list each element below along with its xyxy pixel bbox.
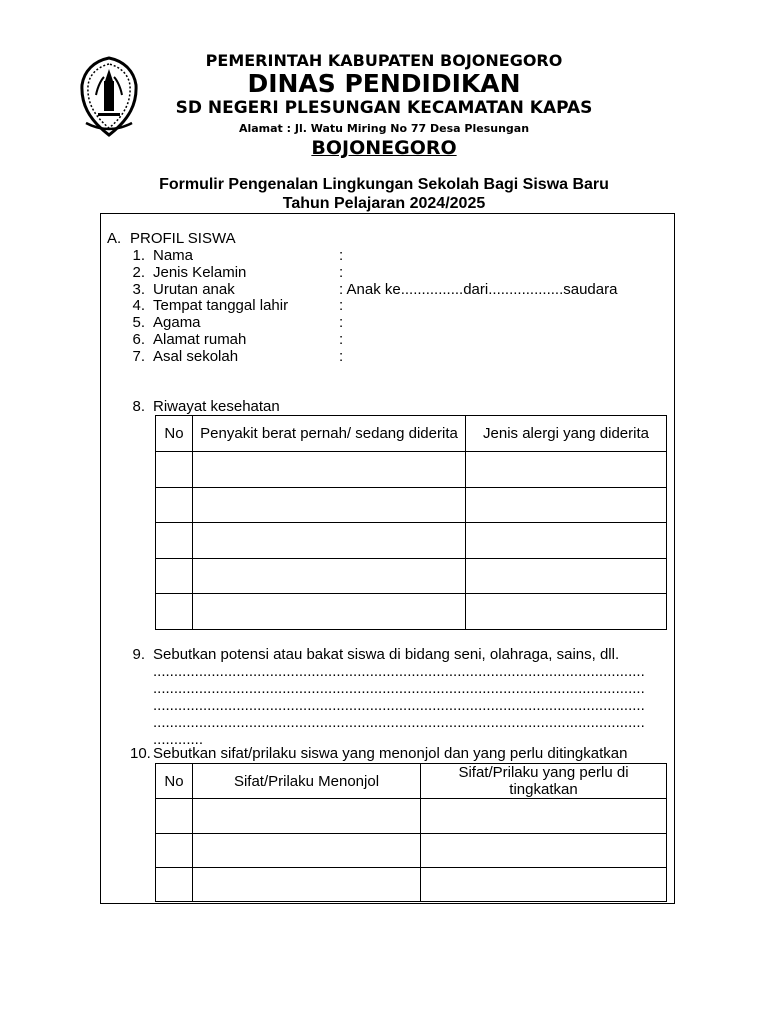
profile-field-value[interactable]: : xyxy=(339,247,344,264)
table-row xyxy=(156,523,667,559)
table-row xyxy=(156,594,667,630)
table-cell[interactable] xyxy=(466,488,667,523)
table-cell[interactable] xyxy=(466,523,667,559)
table-cell[interactable] xyxy=(421,834,667,868)
item-9-number: 9. xyxy=(132,646,145,663)
table-cell[interactable] xyxy=(466,452,667,488)
table-cell[interactable] xyxy=(193,799,421,834)
behavior-table xyxy=(155,763,667,902)
form-title: Formulir Pengenalan Lingkungan Sekolah Bagi Siswa Baru xyxy=(159,176,609,193)
section-a-title: PROFIL SISWA xyxy=(130,230,236,247)
table-cell[interactable] xyxy=(193,834,421,868)
profile-field-number: 4. xyxy=(132,297,145,314)
table-cell[interactable] xyxy=(156,799,193,834)
table-cell[interactable] xyxy=(193,594,466,630)
table-cell[interactable] xyxy=(466,559,667,594)
health-col-no: No xyxy=(156,416,193,452)
profile-field-value[interactable]: : xyxy=(339,348,344,365)
table-row xyxy=(156,834,667,868)
profile-field-label: Nama xyxy=(153,247,194,264)
profile-field-value[interactable]: : xyxy=(339,264,344,281)
answer-dotted-line[interactable]: ...................................................................................................................... xyxy=(153,697,645,714)
table-row xyxy=(156,868,667,902)
health-col-disease: Penyakit berat pernah/ sedang diderita xyxy=(193,416,466,452)
table-cell[interactable] xyxy=(421,799,667,834)
regency-emblem-logo xyxy=(76,55,142,139)
table-cell[interactable] xyxy=(193,523,466,559)
academic-year: Tahun Pelajaran 2024/2025 xyxy=(282,195,486,212)
table-cell[interactable] xyxy=(193,868,421,902)
profile-field-number: 7. xyxy=(132,348,145,365)
table-cell[interactable] xyxy=(156,523,193,559)
behavior-col-improve: Sifat/Prilaku yang perlu di tingkatkan xyxy=(421,764,667,799)
profile-field-label: Alamat rumah xyxy=(153,331,247,348)
table-cell[interactable] xyxy=(156,488,193,523)
table-cell[interactable] xyxy=(193,488,466,523)
health-col-allergy: Jenis alergi yang diderita xyxy=(466,416,667,452)
table-cell[interactable] xyxy=(466,594,667,630)
behavior-table-header xyxy=(156,764,667,799)
profile-field-number: 6. xyxy=(132,331,145,348)
table-row xyxy=(156,799,667,834)
profile-field-number: 3. xyxy=(132,281,145,298)
profile-field-label: Asal sekolah xyxy=(153,348,239,365)
behavior-question: Sebutkan sifat/prilaku siswa yang menonjol dan yang perlu ditingkatkan xyxy=(153,745,628,762)
profile-field-value[interactable]: : xyxy=(339,331,344,348)
answer-dotted-line[interactable]: ...................................................................................................................... xyxy=(153,680,645,697)
profile-field-label: Tempat tanggal lahir xyxy=(153,297,289,314)
answer-dotted-line[interactable]: ...................................................................................................................... xyxy=(153,714,645,731)
section-a-marker: A. xyxy=(107,230,122,247)
behavior-col-prominent: Sifat/Prilaku Menonjol xyxy=(193,764,421,799)
table-cell[interactable] xyxy=(193,559,466,594)
table-row xyxy=(156,452,667,488)
agency-name: DINAS PENDIDIKAN xyxy=(247,69,521,98)
profile-field-number: 2. xyxy=(132,264,145,281)
table-cell[interactable] xyxy=(156,559,193,594)
item-8-number: 8. xyxy=(132,398,145,415)
profile-field-number: 5. xyxy=(132,314,145,331)
table-cell[interactable] xyxy=(421,868,667,902)
profile-field-label: Jenis Kelamin xyxy=(153,264,247,281)
school-address: Alamat : Jl. Watu Miring No 77 Desa Plesungan xyxy=(238,122,530,135)
health-table xyxy=(155,415,667,630)
table-row xyxy=(156,559,667,594)
answer-dotted-line[interactable]: ...................................................................................................................... xyxy=(153,663,645,680)
profile-field-value[interactable]: : xyxy=(339,314,344,331)
behavior-col-no: No xyxy=(156,764,193,799)
talent-question: Sebutkan potensi atau bakat siswa di bidang seni, olahraga, sains, dll. xyxy=(153,646,620,663)
health-table-header xyxy=(156,416,667,452)
table-cell[interactable] xyxy=(193,452,466,488)
answer-dotted-line-end[interactable]: ............ xyxy=(153,731,204,748)
profile-field-label: Agama xyxy=(153,314,201,331)
school-name: SD NEGERI PLESUNGAN KECAMATAN KAPAS xyxy=(175,98,593,118)
health-history-label: Riwayat kesehatan xyxy=(153,398,280,415)
item-10-number: 10. xyxy=(130,745,151,762)
table-row xyxy=(156,488,667,523)
profile-field-label: Urutan anak xyxy=(153,281,235,298)
city-name: BOJONEGORO xyxy=(311,137,457,159)
profile-field-number: 1. xyxy=(132,247,145,264)
table-cell[interactable] xyxy=(156,834,193,868)
table-cell[interactable] xyxy=(156,452,193,488)
profile-field-value[interactable]: : Anak ke...............dari..................saudara xyxy=(339,281,618,298)
table-cell[interactable] xyxy=(156,594,193,630)
profile-field-value[interactable]: : xyxy=(339,297,344,314)
government-name: PEMERINTAH KABUPATEN BOJONEGORO xyxy=(205,51,563,70)
table-cell[interactable] xyxy=(156,868,193,902)
